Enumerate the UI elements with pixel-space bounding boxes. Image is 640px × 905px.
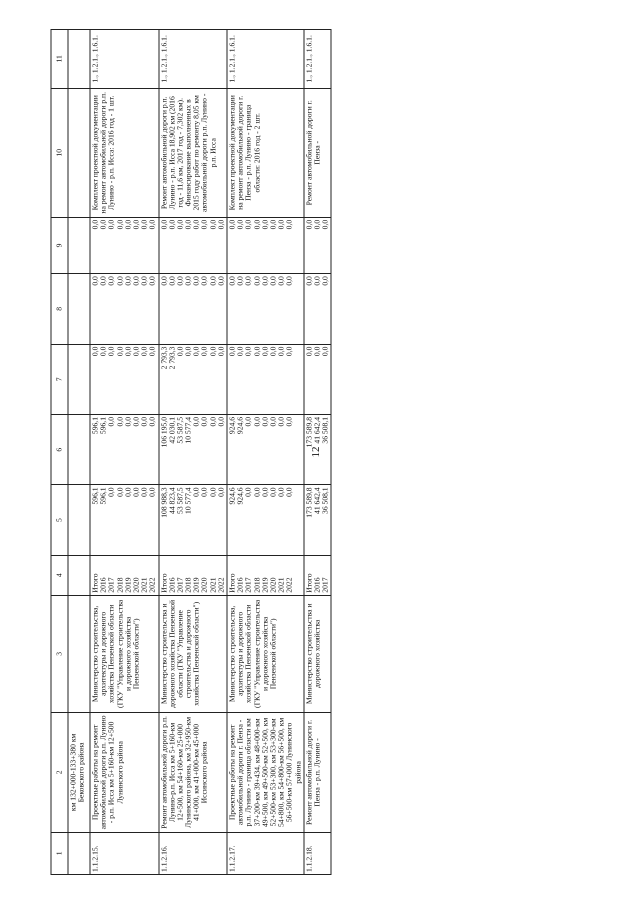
amount-column-7 — [227, 344, 304, 414]
amount-column-6 — [90, 414, 159, 484]
cell-value: 0,0 — [320, 346, 330, 357]
cell-value: 0,0 — [208, 416, 218, 427]
column-number: 2 — [51, 713, 68, 833]
cell-value: 0,0 — [252, 276, 262, 286]
cell-value: 0,0 — [123, 346, 133, 357]
activity-name: Ремонт автомобильной дороги р.п. Лунино-р.п. Исса км 5+160-км 12+500, км 54+160-км 25+000 Лунинского района, км 32+950-км 41+000, км 41+000-км 45+000 Иссинского района — [159, 713, 228, 833]
cell-value: 0,0 — [312, 276, 322, 286]
continuation-text: км 132+000-133+380 км Бековского района — [68, 713, 90, 833]
column-number-row — [51, 30, 68, 875]
cell-value: 0,0 — [131, 276, 141, 286]
amount-column-7 — [159, 344, 228, 414]
cell-value: 53 587,5 — [175, 487, 185, 514]
cell-value: 2016 — [312, 577, 322, 593]
cell-value: 41 642,4 — [312, 487, 322, 514]
cell-value: 0,0 — [235, 346, 245, 357]
activity-name: Ремонт автомобильной дороги г. Пенза - р.п. Лунино - — [304, 713, 332, 833]
row-number: 1.1.2.16. — [159, 832, 228, 874]
expected-result: Ремонт автомобильной дороги г. Пенза - — [304, 88, 332, 217]
cell-value: 0,0 — [106, 346, 116, 357]
cell-value: 0,0 — [167, 219, 177, 230]
amount-column-7 — [90, 344, 159, 414]
cell-value: 0,0 — [276, 416, 286, 427]
cell-value: 0,0 — [98, 276, 108, 286]
amount-column-6 — [159, 414, 228, 484]
cell-value: 0,0 — [123, 487, 133, 497]
cell-value: 0,0 — [123, 416, 133, 427]
amount-column-9 — [159, 217, 228, 273]
cell-value: 0,0 — [199, 219, 209, 230]
amount-column-8 — [159, 274, 228, 344]
cell-value: 53 587,5 — [175, 416, 185, 444]
cell-value: 0,0 — [216, 416, 226, 427]
cell-value: 0,0 — [191, 346, 201, 357]
cell-value: 0,0 — [98, 219, 108, 230]
column-number: 1 — [51, 832, 68, 874]
cell-value: 42 030,1 — [167, 416, 177, 444]
cell-value: 596,1 — [90, 487, 100, 505]
cell-value: 0,0 — [115, 276, 125, 286]
cell-value: 0,0 — [147, 346, 157, 357]
cell-value: 0,0 — [276, 276, 286, 286]
cell-value: 0,0 — [90, 346, 100, 357]
cell-value: 108 988,3 — [159, 487, 168, 518]
cell-value: 0,0 — [191, 219, 201, 230]
year-column — [159, 555, 228, 595]
cell-value: 2017 — [175, 577, 185, 593]
cell-value: 0,0 — [216, 276, 226, 286]
cell-value: 0,0 — [139, 276, 149, 286]
table-row — [227, 30, 304, 875]
cell-value: 0,0 — [260, 219, 270, 230]
indicator-reference: 1., 1.2.1., 1.6.1. — [90, 30, 159, 89]
expected-result: Комплект проектной документации на ремонт автомобильной дороги г. Пенза - р.п. Лунино - граница области: 2016 год - 2 шт. — [227, 88, 304, 217]
column-number: 11 — [51, 30, 68, 89]
cell-value: 44 823,4 — [167, 487, 177, 514]
row-number: 1.1.2.15. — [90, 832, 159, 874]
cell-value: 0,0 — [183, 346, 193, 357]
cell-value: 173 589,8 — [304, 416, 314, 448]
cell-value: 0,0 — [260, 276, 270, 286]
activity-name: Проектные работы на ремонт автомобильной дороги р.п. Лунино - р.п. Исса км 5+160-км 12+500 Лунинского района — [90, 713, 159, 833]
cell-value: 2016 — [235, 577, 245, 593]
column-number: 9 — [51, 217, 68, 273]
cell-value: 0,0 — [243, 487, 253, 497]
cell-value: 36 508,1 — [320, 487, 330, 514]
cell-value: Итого — [227, 573, 237, 593]
table-row — [90, 30, 159, 875]
cell-value: 0,0 — [106, 219, 116, 230]
cell-value: 0,0 — [243, 346, 253, 357]
cell-value: 0,0 — [139, 487, 149, 497]
cell-value: 0,0 — [276, 219, 286, 230]
cell-value: 0,0 — [312, 346, 322, 357]
cell-value: 2020 — [131, 577, 141, 593]
cell-value: 0,0 — [268, 346, 278, 357]
cell-value: 0,0 — [260, 346, 270, 357]
cell-value: 0,0 — [304, 219, 314, 230]
cell-value: 0,0 — [191, 276, 201, 286]
executor: Министерство строительства и дорожного хозяйства Пензенской области (ГКУ "Управление строительства и дорожного хозяйства Пензенской области") — [159, 595, 228, 712]
cell-value: 0,0 — [159, 219, 168, 230]
cell-value: 0,0 — [106, 416, 116, 427]
cell-value: 0,0 — [115, 416, 125, 427]
continuation-row — [68, 30, 90, 875]
cell-value: 0,0 — [243, 219, 253, 230]
cell-value: 0,0 — [139, 416, 149, 427]
amount-total — [159, 485, 228, 555]
cell-value: 0,0 — [260, 416, 270, 427]
indicator-reference: 1., 1.2.1., 1.6.1. — [227, 30, 304, 89]
activity-name: Проектные работы на ремонт автомобильной дороги г. Пенза - р.п. Лунино - граница области км 37+200-км 39+434, км 48+000-км 49+500, км 49+500-км 52+500, км 52+500-км 53+300, км 53+300-км 54+800, км 54+800-км 56+500, км 56+500-км 57+000 Лунинского района — [227, 713, 304, 833]
year-column — [227, 555, 304, 595]
cell-value: 0,0 — [268, 276, 278, 286]
amount-column-8 — [304, 274, 332, 344]
cell-value: 0,0 — [235, 276, 245, 286]
cell-value: 0,0 — [208, 219, 218, 230]
cell-value: 0,0 — [123, 219, 133, 230]
column-number: 10 — [51, 88, 68, 217]
cell-value: 2018 — [252, 577, 262, 593]
cell-value: 0,0 — [276, 346, 286, 357]
cell-value: 10 577,4 — [183, 416, 193, 444]
cell-value: 0,0 — [98, 346, 108, 357]
cell-value: 0,0 — [147, 219, 157, 230]
cell-value: 0,0 — [139, 346, 149, 357]
cell-value: 0,0 — [320, 219, 330, 230]
cell-value: 0,0 — [243, 416, 253, 427]
cell-value: 0,0 — [260, 487, 270, 497]
cell-value: 2 793,3 — [167, 346, 177, 370]
cell-value: 0,0 — [106, 487, 116, 497]
cell-value: 41 642,4 — [312, 416, 322, 444]
cell-value: 0,0 — [276, 487, 286, 497]
cell-value: 2020 — [268, 577, 278, 593]
expected-result: Ремонт автомобильной дороги р.п. Лунино - р.п. Исса 18,902 км (2016 год - 11,6 км, 2017 год - 7,302 км). Финансирование выполненных в 2015 году работ по ремонту 8,05 км автомобильной дороги р.п. Лунино - р.п. Исса — [159, 88, 228, 217]
cell-value: 0,0 — [90, 219, 100, 230]
cell-value: 0,0 — [208, 276, 218, 286]
amount-column-8 — [90, 274, 159, 344]
cell-value: 0,0 — [159, 276, 168, 286]
cell-value: 2019 — [123, 577, 133, 593]
cell-value: 0,0 — [147, 487, 157, 497]
column-number: 5 — [51, 485, 68, 555]
cell-value: 0,0 — [268, 219, 278, 230]
cell-value: 0,0 — [227, 276, 237, 286]
cell-value: 0,0 — [167, 276, 177, 286]
amount-total — [90, 485, 159, 555]
cell-value: 2021 — [208, 577, 218, 593]
cell-value: 0,0 — [243, 276, 253, 286]
cell-value: 0,0 — [320, 276, 330, 286]
cell-value: 2 793,3 — [159, 346, 168, 370]
cell-value: 0,0 — [183, 276, 193, 286]
amount-column-6 — [227, 414, 304, 484]
cell-value: 2020 — [199, 577, 209, 593]
cell-value: 596,1 — [98, 487, 108, 505]
table-row — [159, 30, 228, 875]
table-frame — [51, 29, 590, 875]
amount-total — [227, 485, 304, 555]
cell-value: 0,0 — [115, 219, 125, 230]
cell-value: 2019 — [191, 577, 201, 593]
column-number: 3 — [51, 595, 68, 712]
cell-value: 0,0 — [106, 276, 116, 286]
year-column — [304, 555, 332, 595]
amount-column-7 — [304, 344, 332, 414]
cell-value: 2021 — [276, 577, 286, 593]
cell-value: 0,0 — [252, 487, 262, 497]
cell-value: 2018 — [183, 577, 193, 593]
cell-value: 0,0 — [199, 487, 209, 497]
cell-value: 0,0 — [199, 416, 209, 427]
row-number: 1.1.2.17. — [227, 832, 304, 874]
cell-value: 924,6 — [235, 416, 245, 435]
cell-value: 106 195,0 — [159, 416, 168, 448]
amount-column-9 — [227, 217, 304, 273]
cell-value: 0,0 — [312, 219, 322, 230]
cell-value: 2019 — [260, 577, 270, 593]
cell-value: 0,0 — [90, 276, 100, 286]
cell-value: 924,6 — [227, 487, 237, 505]
program-table — [51, 29, 332, 875]
year-column — [90, 555, 159, 595]
expected-result: Комплект проектной документации на ремонт автомобильной дороги р.п. Лунино - р.п. Исса: 2016 год - 1 шт. — [90, 88, 159, 217]
cell-value: 0,0 — [235, 219, 245, 230]
cell-value: Итого — [90, 573, 100, 593]
cell-value: 0,0 — [139, 219, 149, 230]
cell-value: 0,0 — [252, 346, 262, 357]
cell-value: 2017 — [243, 577, 253, 593]
cell-value: 0,0 — [115, 487, 125, 497]
cell-value: 0,0 — [147, 416, 157, 427]
cell-value: 0,0 — [268, 416, 278, 427]
cell-value: 0,0 — [183, 219, 193, 230]
amount-column-8 — [227, 274, 304, 344]
cell-value: 924,6 — [235, 487, 245, 505]
cell-value: 0,0 — [131, 487, 141, 497]
indicator-reference: 1., 1.2.1., 1.6.1. — [304, 30, 332, 89]
cell-value: 173 589,8 — [304, 487, 314, 518]
cell-value: 0,0 — [175, 219, 185, 230]
amount-total — [304, 485, 332, 555]
column-number: 7 — [51, 344, 68, 414]
cell-value: 0,0 — [175, 276, 185, 286]
cell-value: 0,0 — [208, 487, 218, 497]
cell-value: 596,1 — [90, 416, 100, 435]
amount-column-6 — [304, 414, 332, 484]
cell-value: 0,0 — [216, 219, 226, 230]
cell-value: 0,0 — [284, 487, 294, 497]
executor: Министерство строительства, архитектуры и дорожного хозяйства Пензенской области (ГКУ "Управление строительства и дорожного хозяйства Пензенской области") — [90, 595, 159, 712]
cell-value: 0,0 — [131, 346, 141, 357]
column-number: 8 — [51, 274, 68, 344]
cell-value: 36 508,1 — [320, 416, 330, 444]
cell-value: 2022 — [216, 577, 226, 593]
cell-value: Итого — [304, 573, 314, 593]
column-number: 6 — [51, 414, 68, 484]
cell-value: 0,0 — [284, 219, 294, 230]
cell-value: 2017 — [106, 577, 116, 593]
cell-value: 0,0 — [131, 219, 141, 230]
cell-value: 0,0 — [208, 346, 218, 357]
indicator-reference: 1., 1.2.1., 1.6.1. — [159, 30, 228, 89]
cell-value: 2022 — [147, 577, 157, 593]
cell-value: 2016 — [167, 577, 177, 593]
cell-value: 0,0 — [216, 487, 226, 497]
cell-value: 0,0 — [252, 416, 262, 427]
page-number: 12 — [310, 446, 322, 458]
cell-value: 0,0 — [252, 219, 262, 230]
cell-value: 2021 — [139, 577, 149, 593]
cell-value: 0,0 — [199, 346, 209, 357]
cell-value: 0,0 — [131, 416, 141, 427]
cell-value: 0,0 — [304, 276, 314, 286]
cell-value: 0,0 — [191, 487, 201, 497]
amount-column-9 — [90, 217, 159, 273]
cell-value: 0,0 — [147, 276, 157, 286]
table-row — [304, 30, 332, 875]
cell-value: 0,0 — [268, 487, 278, 497]
cell-value: 0,0 — [227, 346, 237, 357]
cell-value: 2016 — [98, 577, 108, 593]
cell-value: 0,0 — [115, 346, 125, 357]
cell-value: Итого — [159, 573, 168, 593]
cell-value: 0,0 — [284, 276, 294, 286]
cell-value: 924,6 — [227, 416, 237, 435]
cell-value: 2018 — [115, 577, 125, 593]
executor: Министерство строительства и дорожного хозяйства — [304, 595, 332, 712]
executor: Министерство строительства, архитектуры и дорожного хозяйства Пензенской области (ГКУ "Управление строительства и дорожного хозяйства Пензенской области") — [227, 595, 304, 712]
cell-value: 0,0 — [304, 346, 314, 357]
cell-value: 10 577,4 — [183, 487, 193, 514]
cell-value: 0,0 — [175, 346, 185, 357]
column-number: 4 — [51, 555, 68, 595]
cell-value: 0,0 — [191, 416, 201, 427]
cell-value: 0,0 — [284, 416, 294, 427]
cell-value: 0,0 — [216, 346, 226, 357]
cell-value: 596,1 — [98, 416, 108, 435]
cell-value: 0,0 — [123, 276, 133, 286]
cell-value: 0,0 — [199, 276, 209, 286]
cell-value: 2017 — [320, 577, 330, 593]
amount-column-9 — [304, 217, 332, 273]
cell-value: 0,0 — [227, 219, 237, 230]
cell-value: 2022 — [284, 577, 294, 593]
row-number: 1.1.2.18. — [304, 832, 332, 874]
cell-value: 0,0 — [284, 346, 294, 357]
